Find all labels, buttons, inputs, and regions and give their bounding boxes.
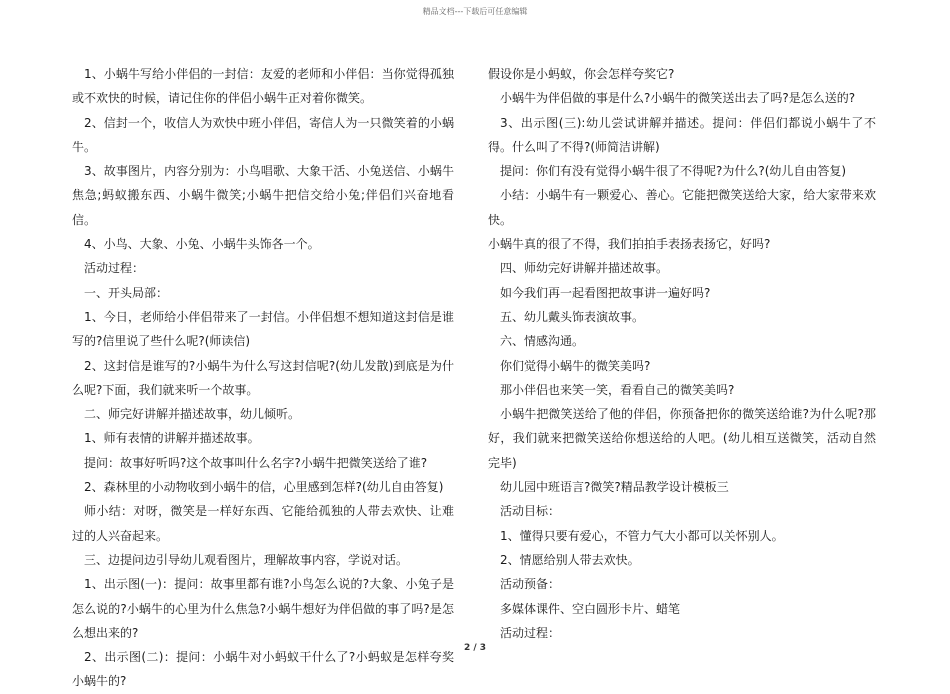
paragraph: 那小伴侣也来笑一笑，看看自己的微笑美吗? (500, 382, 735, 397)
paragraph: 五、幼儿戴头饰表演故事。 (500, 309, 645, 324)
paragraph: 师小结：对呀，微笑是一样好东西、它能给孤独的人带去欢快、让难过的人兴奋起来。 (72, 504, 454, 543)
paragraph: 3、故事图片，内容分别为：小鸟唱歌、大象干活、小兔送信、小蜗牛焦急;蚂蚁搬东西、小蜗牛微笑;小蜗牛把信交给小兔;伴侣们兴奋地看信。 (72, 164, 454, 227)
paragraph: 如今我们再一起看图把故事讲一遍好吗? (500, 285, 711, 300)
paragraph: 四、师幼完好讲解并描述故事。 (500, 261, 669, 276)
paragraph: 2、这封信是谁写的?小蜗牛为什么写这封信呢?(幼儿发散)到底是为什么呢?下面，我们就来听一个故事。 (72, 358, 454, 397)
paragraph: 提问：故事好听吗?这个故事叫什么名字?小蜗牛把微笑送给了谁? (84, 455, 428, 470)
paragraph: 2、森林里的小动物收到小蜗牛的信，心里感到怎样?(幼儿自由答复) (84, 480, 444, 495)
paragraph: 三、边提问边引导幼儿观看图片，理解故事内容，学说对话。 (84, 552, 409, 567)
paragraph: 活动过程： (84, 261, 145, 276)
paragraph: 一、开头局部： (84, 285, 169, 300)
paragraph: 1、师有表情的讲解并描述故事。 (84, 431, 260, 446)
paragraph: 3、出示图(三):幼儿尝试讲解并描述。提问：伴侣们都说小蜗牛了不得。什么叫了不得?(师简洁讲解) (488, 115, 876, 154)
paragraph: 小蜗牛为伴侣做的事是什么?小蜗牛的微笑送出去了吗?是怎么送的? (500, 91, 856, 106)
left-column (72, 62, 454, 694)
paragraph: 幼儿园中班语言?微笑?精品教学设计模板三 (500, 480, 729, 495)
paragraph: 六、情感沟通。 (500, 334, 585, 349)
paragraph: 小蜗牛把微笑送给了他的伴侣，你预备把你的微笑送给谁?为什么呢?那好，我们就来把微笑送给你想送给的人吧。(幼儿相互送微笑，活动自然完毕) (488, 407, 876, 470)
right-column (488, 62, 876, 645)
paragraph: 小蜗牛真的很了不得，我们拍拍手表扬表扬它，好吗? (488, 237, 771, 252)
paragraph: 1、懂得只要有爱心，不管力气大小都可以关怀别人。 (500, 528, 784, 543)
paragraph: 二、师完好讲解并描述故事，幼儿倾听。 (84, 407, 301, 422)
paragraph: 活动预备： (500, 577, 561, 592)
paragraph: 2、情愿给别人带去欢快。 (500, 552, 640, 567)
paragraph: 1、小蜗牛写给小伴侣的一封信：友爱的老师和小伴侣：当你觉得孤独或不欢快的时候，请记住你的伴侣小蜗牛正对着你微笑。 (72, 67, 454, 106)
paragraph: 假设你是小蚂蚁，你会怎样夸奖它? (488, 67, 675, 81)
paragraph: 多媒体课件、空白圆形卡片、蜡笔 (500, 601, 681, 616)
paragraph: 你们觉得小蜗牛的微笑美吗? (500, 358, 651, 373)
paragraph: 1、出示图(一)：提问：故事里都有谁?小鸟怎么说的?大象、小兔子是怎么说的?小蜗牛的心里为什么焦急?小蜗牛想好为伴侣做的事了吗?是怎么想出来的? (72, 577, 454, 640)
paragraph: 1、今日，老师给小伴侣带来了一封信。小伴侣想不想知道这封信是谁写的?信里说了些什么呢?(师读信) (72, 309, 454, 349)
paragraph: 4、小鸟、大象、小兔、小蜗牛头饰各一个。 (84, 237, 320, 252)
paragraph: 提问：你们有没有觉得小蜗牛很了不得呢?为什么?(幼儿自由答复) (500, 164, 847, 179)
paragraph: 2、信封一个，收信人为欢快中班小伴侣，寄信人为一只微笑着的小蜗牛。 (72, 115, 454, 154)
page-number: 2 / 3 (463, 643, 487, 653)
paragraph: 活动目标： (500, 504, 561, 519)
paragraph: 2、出示图(二)：提问：小蜗牛对小蚂蚁干什么了?小蚂蚁是怎样夸奖小蜗牛的? (72, 650, 454, 689)
paragraph: 小结：小蜗牛有一颗爱心、善心。它能把微笑送给大家，给大家带来欢快。 (488, 188, 876, 227)
page-header: 精品文档---下载后可任意编辑 (422, 7, 528, 16)
paragraph: 活动过程： (500, 625, 561, 640)
